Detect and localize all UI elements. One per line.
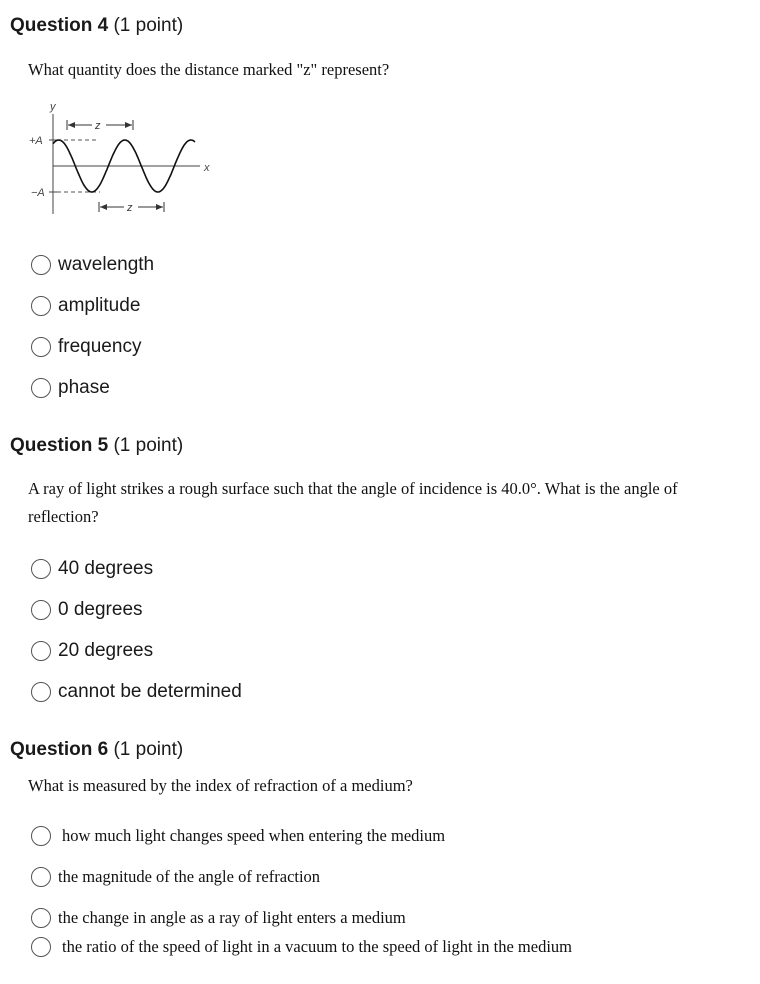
question-6-title bbox=[10, 739, 183, 761]
question-points: (1 point) bbox=[113, 15, 184, 36]
radio-button[interactable] bbox=[31, 682, 51, 702]
radio-button[interactable] bbox=[31, 826, 51, 846]
option-label: cannot be determined bbox=[58, 681, 242, 702]
question-points: (1 point) bbox=[113, 739, 184, 760]
x-axis-label: x bbox=[204, 162, 210, 174]
option-wavelength[interactable] bbox=[31, 254, 154, 276]
option-speed-change[interactable] bbox=[31, 826, 445, 846]
option-amplitude[interactable] bbox=[31, 295, 140, 317]
plus-a-label: +A bbox=[29, 135, 43, 147]
wave-diagram bbox=[24, 98, 216, 222]
option-label: 40 degrees bbox=[58, 558, 154, 579]
option-label: 20 degrees bbox=[58, 640, 154, 661]
radio-button[interactable] bbox=[31, 908, 51, 928]
option-label: amplitude bbox=[58, 295, 141, 316]
question-5-text: A ray of light strikes a rough surface such that the angle of incidence is 40.0°. What is the angle of reflection? bbox=[28, 479, 678, 526]
radio-button[interactable] bbox=[31, 337, 51, 357]
radio-button[interactable] bbox=[31, 600, 51, 620]
radio-button[interactable] bbox=[31, 559, 51, 579]
y-axis-label: y bbox=[50, 101, 56, 113]
option-label: the magnitude of the angle of refraction bbox=[58, 867, 321, 886]
radio-button[interactable] bbox=[31, 937, 51, 957]
option-phase[interactable] bbox=[31, 377, 110, 399]
question-number: Question 5 bbox=[10, 435, 109, 456]
option-label: 0 degrees bbox=[58, 599, 143, 620]
question-4-title bbox=[10, 15, 183, 37]
option-label: how much light changes speed when entering the medium bbox=[62, 826, 446, 845]
question-number: Question 4 bbox=[10, 15, 109, 36]
option-label: phase bbox=[58, 377, 110, 398]
radio-button[interactable] bbox=[31, 255, 51, 275]
radio-button[interactable] bbox=[31, 296, 51, 316]
option-20-degrees[interactable] bbox=[31, 640, 153, 662]
question-4-text: What quantity does the distance marked "z" represent? bbox=[28, 60, 390, 79]
radio-button[interactable] bbox=[31, 378, 51, 398]
option-label: frequency bbox=[58, 336, 142, 357]
question-6-text: What is measured by the index of refraction of a medium? bbox=[28, 776, 413, 795]
option-label: the ratio of the speed of light in a vacuum to the speed of light in the medium bbox=[62, 937, 573, 956]
z-label-top: z bbox=[95, 120, 101, 132]
z-label-bottom: z bbox=[127, 202, 133, 214]
option-frequency[interactable] bbox=[31, 336, 141, 358]
radio-button[interactable] bbox=[31, 867, 51, 887]
option-angle-change[interactable] bbox=[31, 908, 406, 928]
question-points: (1 point) bbox=[113, 435, 184, 456]
minus-a-label: −A bbox=[31, 187, 45, 199]
option-angle-magnitude[interactable] bbox=[31, 867, 320, 887]
question-5-title bbox=[10, 435, 183, 457]
radio-button[interactable] bbox=[31, 641, 51, 661]
option-40-degrees[interactable] bbox=[31, 558, 153, 580]
option-cannot-be-determined[interactable] bbox=[31, 681, 242, 703]
option-label: the change in angle as a ray of light enters a medium bbox=[58, 908, 406, 927]
option-0-degrees[interactable] bbox=[31, 599, 143, 621]
option-label: wavelength bbox=[58, 254, 155, 275]
question-number: Question 6 bbox=[10, 739, 109, 760]
option-speed-ratio[interactable] bbox=[31, 937, 582, 957]
